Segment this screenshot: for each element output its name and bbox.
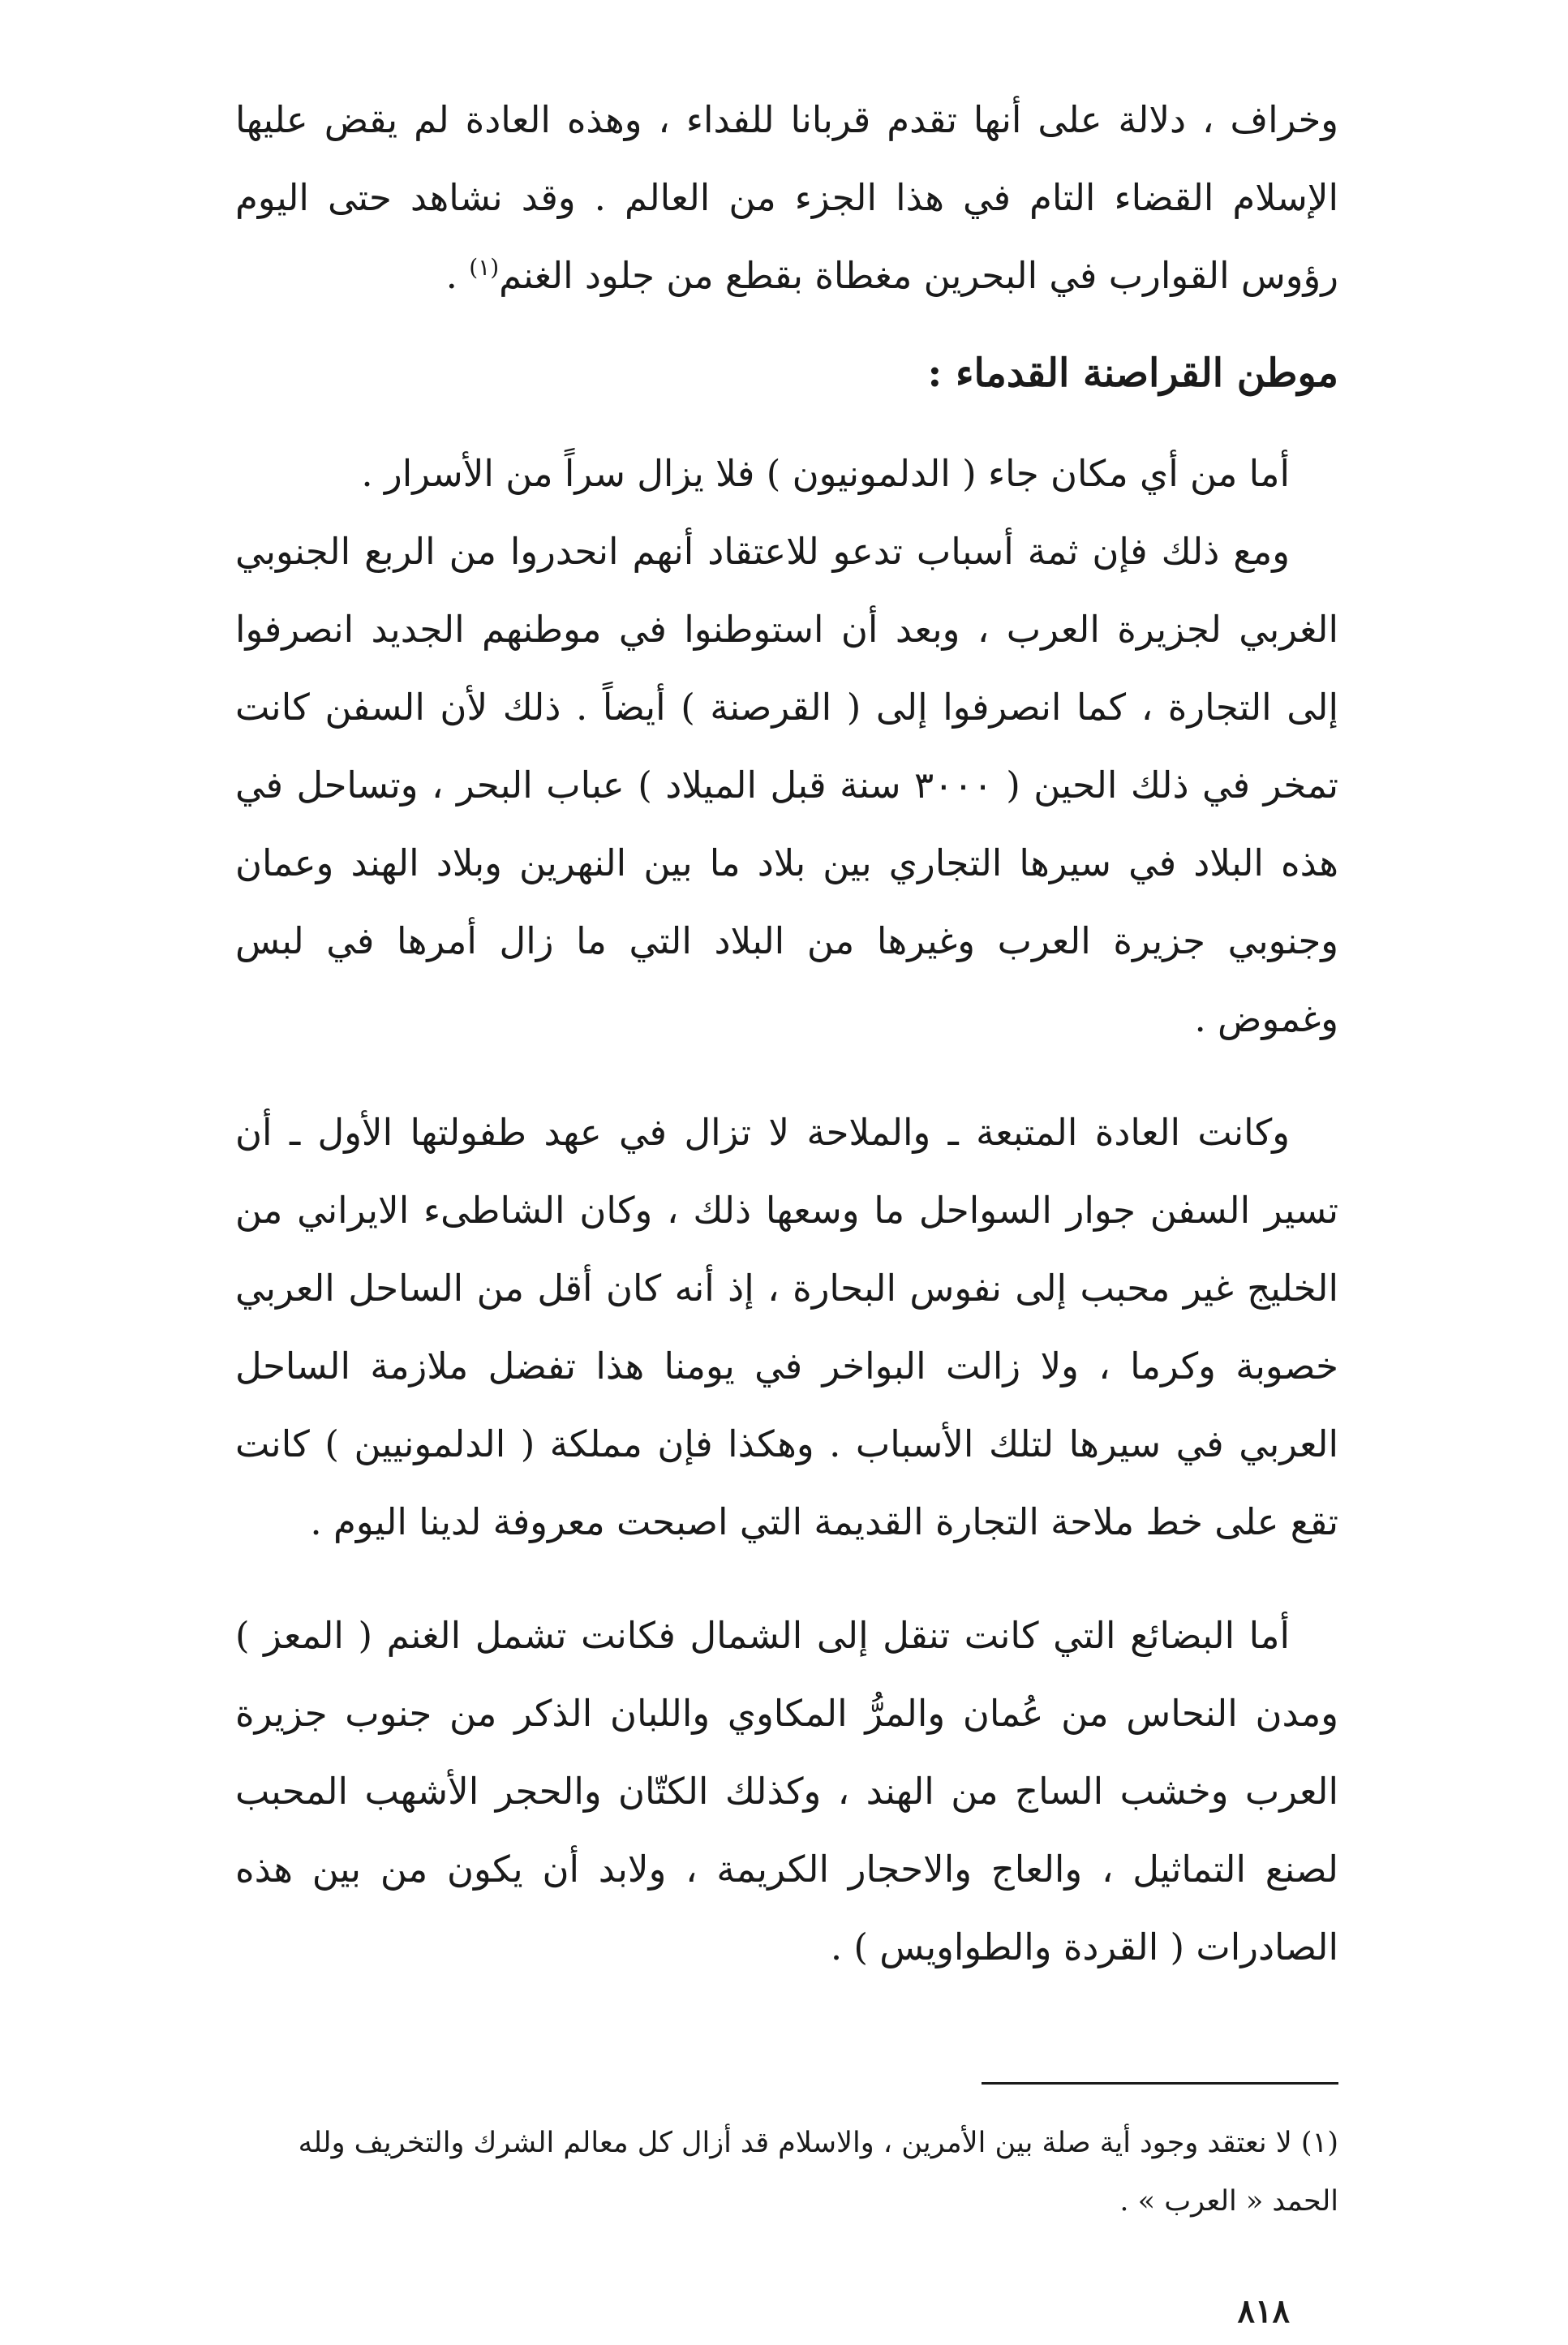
body-paragraph-4: أما البضائع التي كانت تنقل إلى الشمال فكانت تشمل الغنم ( المعز ) ومدن النحاس من عُمان والمرُّ المكاوي واللبان الذكر من جنوب جزيرة العرب وخشب الساج من الهند ، وكذلك الكتّان والحجر الأشهب المحبب لصنع التماثيل ، والعاج والاحجار الكريمة ، ولابد أن يكون من بين هذه الصادرات ( القردة والطواويس ) . bbox=[235, 1614, 1338, 1969]
page-number: ٨١٨ bbox=[1237, 2292, 1290, 2330]
document-page bbox=[235, 81, 1338, 2330]
intro-text: وخراف ، دلالة على أنها تقدم قربانا للفداء ، وهذه العادة لم يقض عليها الإسلام القضاء التام في هذا الجزء من العالم . وقد نشاهد حتى اليوم رؤوس القوارب في البحرين مغطاة بقطع من جلود الغنم bbox=[235, 98, 1338, 297]
section-heading: موطن القراصنة القدماء : bbox=[927, 351, 1338, 396]
footnote-divider bbox=[982, 2082, 1338, 2085]
body-paragraph-1: أما من أي مكان جاء ( الدلمونيون ) فلا يزال سراً من الأسرار . bbox=[361, 452, 1290, 495]
body-paragraph-2: ومع ذلك فإن ثمة أسباب تدعو للاعتقاد أنهم انحدروا من الربع الجنوبي الغربي لجزيرة العرب ، وبعد أن استوطنوا في موطنهم الجديد انصرفوا إلى التجارة ، كما انصرفوا إلى ( القرصنة ) أيضاً . ذلك لأن السفن كانت تمخر في ذلك الحين ( ٣٠٠٠ سنة قبل الميلاد ) عباب البحر ، وتساحل في هذه البلاد في سيرها التجاري بين بلاد ما بين النهرين وبلاد الهند وعمان وجنوبي جزيرة العرب وغيرها من البلاد التي ما زال أمرها في لبس وغموض . bbox=[235, 530, 1338, 1040]
intro-paragraph bbox=[235, 81, 1338, 315]
footnote-reference[interactable]: (١) bbox=[469, 254, 500, 281]
body-paragraph-3: وكانت العادة المتبعة ـ والملاحة لا تزال في عهد طفولتها الأول ـ أن تسير السفن جوار السواحل ما وسعها ذلك ، وكان الشاطىء الايراني من الخليج غير محبب إلى نفوس البحارة ، إذ أنه كان أقل من الساحل العربي خصوبة وكرما ، ولا زالت البواخر في يومنا هذا تفضل ملازمة الساحل العربي في سيرها لتلك الأسباب . وهكذا فإن مملكة ( الدلمونيين ) كانت تقع على خط ملاحة التجارة القديمة التي اصبحت معروفة لدينا اليوم . bbox=[235, 1111, 1338, 1543]
footnote-text: (١) لا نعتقد وجود أية صلة بين الأمرين ، والاسلام قد أزال كل معالم الشرك والتخريف ولله الحمد « العرب » . bbox=[298, 2127, 1338, 2218]
intro-tail: . bbox=[445, 254, 470, 297]
